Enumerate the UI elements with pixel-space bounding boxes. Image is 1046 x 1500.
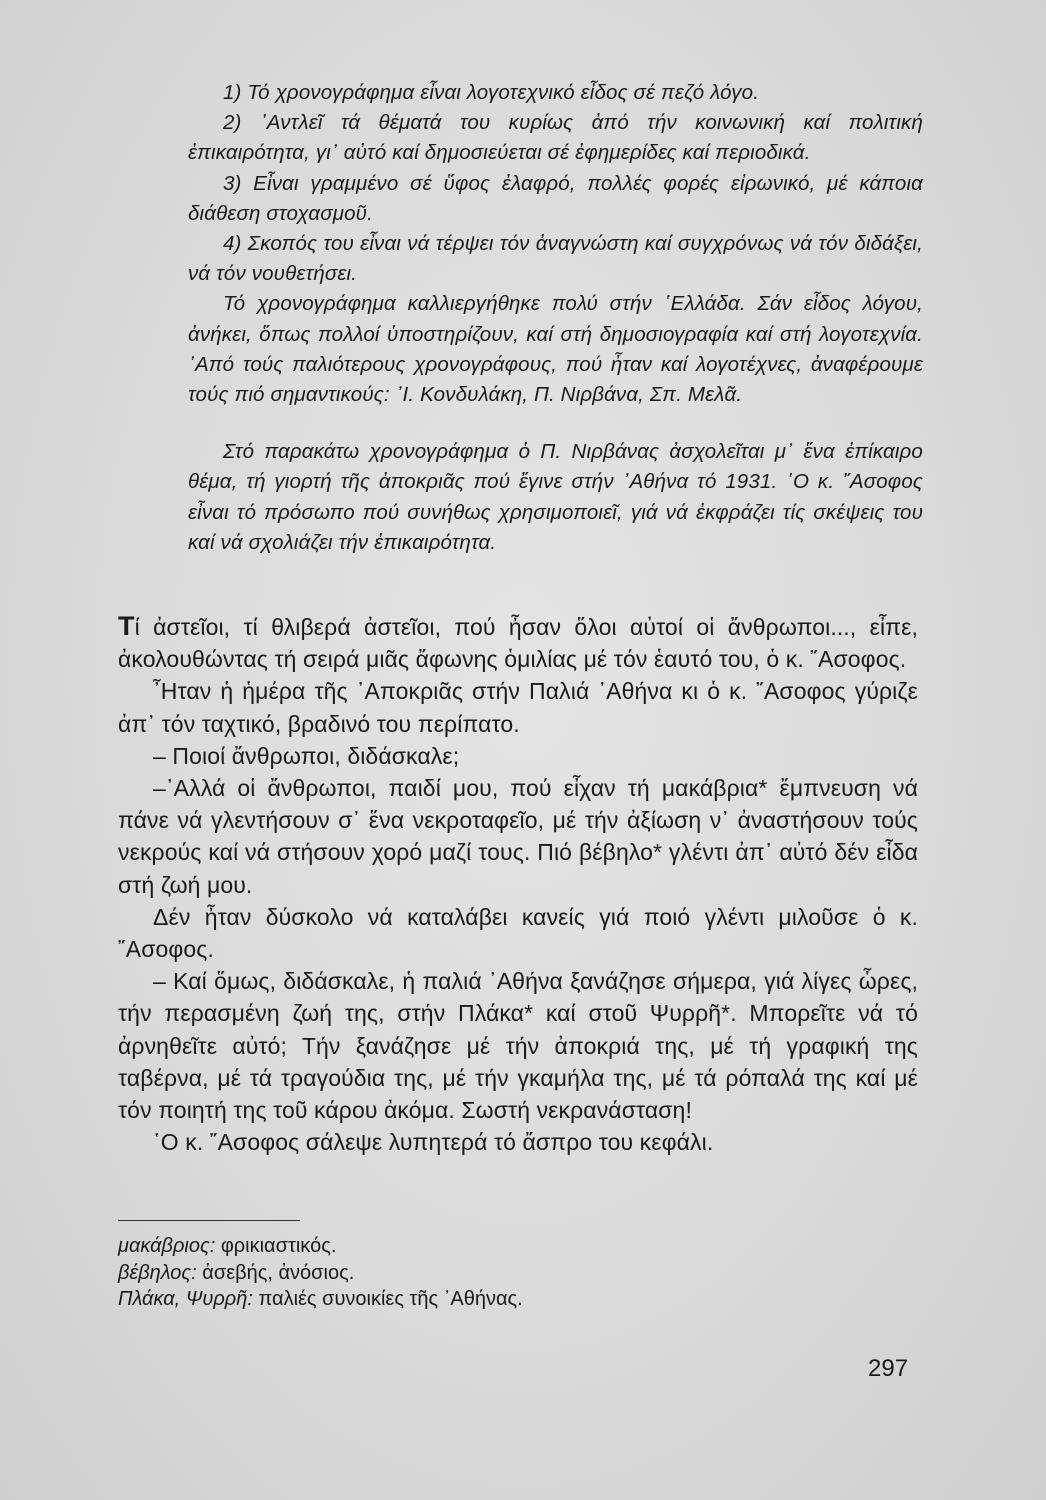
story-paragraph-1-text: ί ἀστεῖοι, τί θλιβερά ἀστεῖοι, πού ἦσαν ὅλοι αὐτοί οἱ ἄνθρωποι..., εἶπε, ἀκολουθώντας τή σειρά μιᾶς ἄφωνης ὁμιλίας μέ τόν ἑαυτό του, ὁ κ. ῎Ασοφος. bbox=[118, 614, 918, 673]
intro-point-4: 4) Σκοπός του εἶναι νά τέρψει τόν ἀναγνώστη καί συγχρόνως νά τόν διδάξει, νά τόν νουθετήσει. bbox=[188, 232, 923, 286]
intro-point-2: 2) ᾿Αντλεῖ τά θέματά του κυρίως ἀπό τήν κοινωνική καί πολιτική ἐπικαιρότητα, γι᾿ αὐτό καί δημοσιεύεται σέ ἐφημερίδες καί περιοδικά. bbox=[188, 111, 923, 165]
intro-story-note: Στό παρακάτω χρονογράφημα ὁ Π. Νιρβάνας ἀσχολεῖται μ᾿ ἕνα ἐπίκαιρο θέμα, τή γιορτή τῆς ἀποκριᾶς πού ἔγινε στήν ᾿Αθήνα τό 1931. ῾Ο κ. ῎Ασοφος εἶναι τό πρόσωπο πού συνήθως χρησιμοποιεῖ, γιά νά ἐκφράζει τίς σκέψεις του καί νά σχολιάζει τήν ἐπικαιρότητα. bbox=[188, 440, 923, 554]
intro-section bbox=[188, 78, 923, 558]
drop-cap: Τ bbox=[118, 611, 135, 641]
footnote-divider bbox=[118, 1220, 300, 1221]
page-number: 297 bbox=[868, 1355, 909, 1382]
glossary-definition: ἀσεβής, ἀνόσιος. bbox=[202, 1261, 355, 1284]
story-text bbox=[118, 610, 918, 1158]
glossary-entry bbox=[118, 1286, 818, 1313]
glossary-definition: φρικιαστικός. bbox=[220, 1235, 337, 1257]
story-paragraph-2: ῏Ηταν ἡ ἡμέρα τῆς ᾿Αποκριᾶς στήν Παλιά ᾿Αθήνα κι ὁ κ. ῎Ασοφος γύριζε ἀπ᾿ τόν ταχτικό, βραδινό του περίπατο. bbox=[118, 678, 918, 737]
story-paragraph-3: Δέν ἦταν δύσκολο νά καταλάβει κανείς γιά ποιό γλέντι μιλοῦσε ὁ κ. ῎Ασοφος. bbox=[118, 903, 918, 963]
intro-point-1: 1) Τό χρονογράφημα εἶναι λογοτεχνικό εἶδος σέ πεζό λόγο. bbox=[223, 81, 760, 104]
glossary-term: βέβηλος: bbox=[118, 1261, 197, 1284]
story-paragraph-1 bbox=[118, 610, 918, 675]
glossary-entry bbox=[118, 1233, 818, 1260]
story-dialogue-1: – Ποιοί ἄνθρωποι, διδάσκαλε; bbox=[153, 742, 460, 769]
glossary-definition: παλιές συνοικίες τῆς ᾿Αθήνας. bbox=[258, 1288, 523, 1310]
glossary bbox=[118, 1233, 818, 1313]
story-dialogue-2: –᾿Αλλά οἱ ἄνθρωποι, παιδί μου, πού εἶχαν τή μακάβρια* ἔμπνευση νά πάνε νά γλεντήσουν σ᾿ ἕνα νεκροταφεῖο, μέ τήν ἀξίωση ν᾿ ἀναστήσουν τούς νεκρούς καί νά στήσουν χορό μαζί τους. Πιό βέβηλο* γλέντι ἀπ᾿ αὐτό δέν εἶδα στή ζωή μου. bbox=[118, 775, 918, 898]
glossary-term: μακάβριος: bbox=[118, 1235, 216, 1257]
intro-point-3: 3) Εἶναι γραμμένο σέ ὕφος ἐλαφρό, πολλές φορές εἰρωνικό, μέ κάποια διάθεση στοχασμοῦ. bbox=[188, 171, 923, 225]
story-paragraph-4: ῾Ο κ. ῎Ασοφος σάλεψε λυπητερά τό ἄσπρο του κεφάλι. bbox=[153, 1129, 714, 1156]
glossary-term: Πλάκα, Ψυρρῆ: bbox=[118, 1288, 253, 1310]
glossary-entry bbox=[118, 1260, 818, 1287]
story-dialogue-3: – Καί ὅμως, διδάσκαλε, ἡ παλιά ᾿Αθήνα ξανάζησε σήμερα, γιά λίγες ὧρες, τήν περασμένη ζωή της, στήν Πλάκα* καί στοῦ Ψυρρῆ*. Μπορεῖτε νά τό ἀρνηθεῖτε αὐτό; Τήν ξανάζησε μέ τήν ἀποκριά της, μέ τή γραφική της ταβέρνα, μέ τά τραγούδια της, μέ τήν γκαμήλα της, μέ τά ρόπαλά της καί μέ τόν ποιητή της τοῦ κάρου ἀκόμα. Σωστή νεκρανάσταση! bbox=[118, 968, 918, 1124]
intro-history-paragraph: Τό χρονογράφημα καλλιεργήθηκε πολύ στήν ῾Ελλάδα. Σάν εἶδος λόγου, ἀνήκει, ὅπως πολλοί ὑποστηρίζουν, καί στή δημοσιογραφία καί στή λογοτεχνία. ᾿Από τούς παλιότερους χρονογράφους, πού ἦταν καί λογοτέχνες, ἀναφέρουμε τούς πιό σημαντικούς: ᾿Ι. Κονδυλάκη, Π. Νιρβάνα, Σπ. Μελᾶ. bbox=[188, 292, 923, 407]
